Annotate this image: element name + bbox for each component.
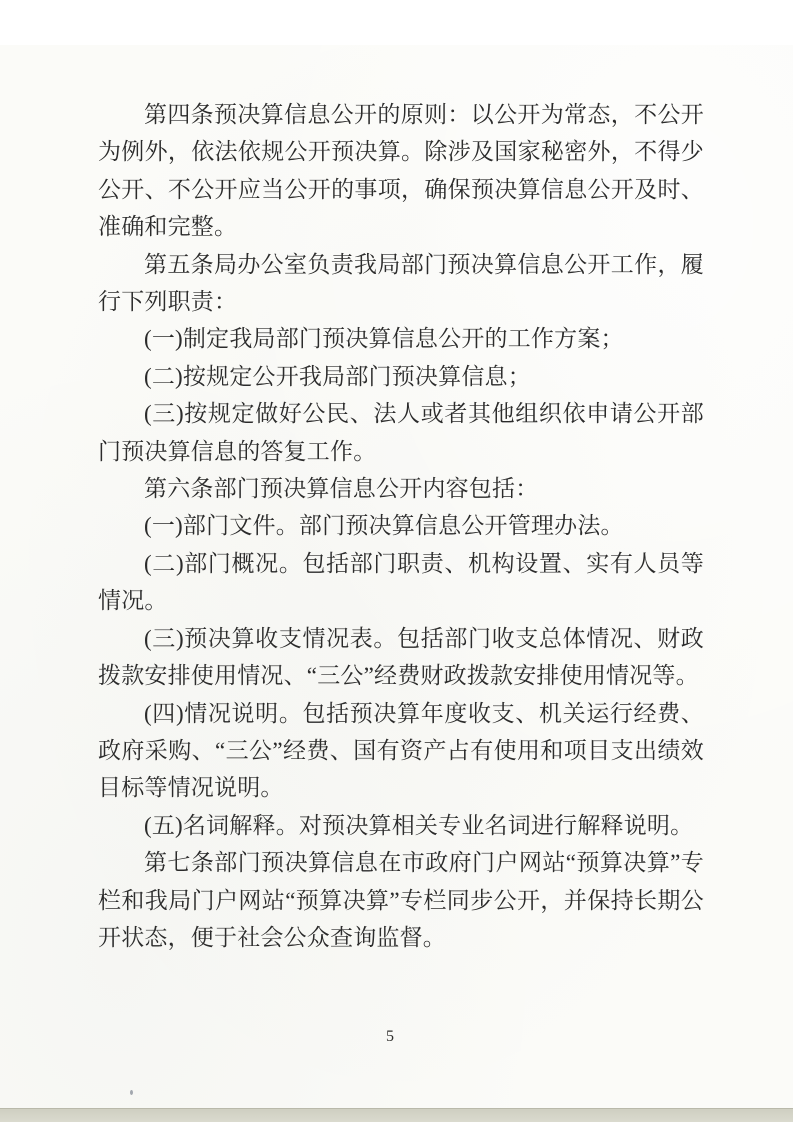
paragraph-article-7: 第七条部门预决算信息在市政府门户网站“预算决算”专栏和我局门户网站“预算决算”专栏同步公开，并保持长期公开状态，便于社会公众查询监督。	[98, 850, 704, 950]
paragraph-article-5-item-1: (一)制定我局部门预决算信息公开的工作方案；	[144, 326, 624, 352]
paragraph-article-6-item-4: (四)情况说明。包括预决算年度收支、机关运行经费、政府采购、“三公”经费、国有资产占有使用和项目支出绩效目标等情况说明。	[98, 700, 704, 801]
page-number: 5	[386, 1028, 394, 1045]
paragraph-article-5-item-2: (二)按规定公开我局部门预决算信息；	[144, 363, 531, 389]
scan-noise-speck	[130, 1090, 133, 1095]
paragraph-article-6-item-2: (二)部门概况。包括部门职责、机构设置、实有人员等情况。	[98, 550, 704, 614]
paragraph-article-6: 第六条部门预决算信息公开内容包括：	[144, 476, 539, 502]
paragraph-article-5-item-3: (三)按规定做好公民、法人或者其他组织依申请公开部门预决算信息的答复工作。	[98, 401, 704, 464]
paragraph-article-5: 第五条局办公室负责我局部门预决算信息公开工作，履行下列职责：	[98, 251, 704, 315]
document-body	[98, 96, 704, 956]
paragraph-article-6-item-5: (五)名词解释。对预决算相关专业名词进行解释说明。	[144, 812, 694, 838]
scan-bottom-edge	[0, 1108, 793, 1122]
scan-top-margin	[0, 0, 793, 45]
paragraph-article-4: 第四条预决算信息公开的原则：以公开为常态，不公开为例外，依法依规公开预决算。除涉及国家秘密外，不得少公开、不公开应当公开的事项，确保预决算信息公开及时、准确和完整。	[98, 102, 704, 240]
paragraph-article-6-item-1: (一)部门文件。部门预决算信息公开管理办法。	[144, 513, 624, 539]
paragraph-article-6-item-3: (三)预决算收支情况表。包括部门收支总体情况、财政拨款安排使用情况、“三公”经费财政拨款安排使用情况等。	[98, 625, 704, 689]
